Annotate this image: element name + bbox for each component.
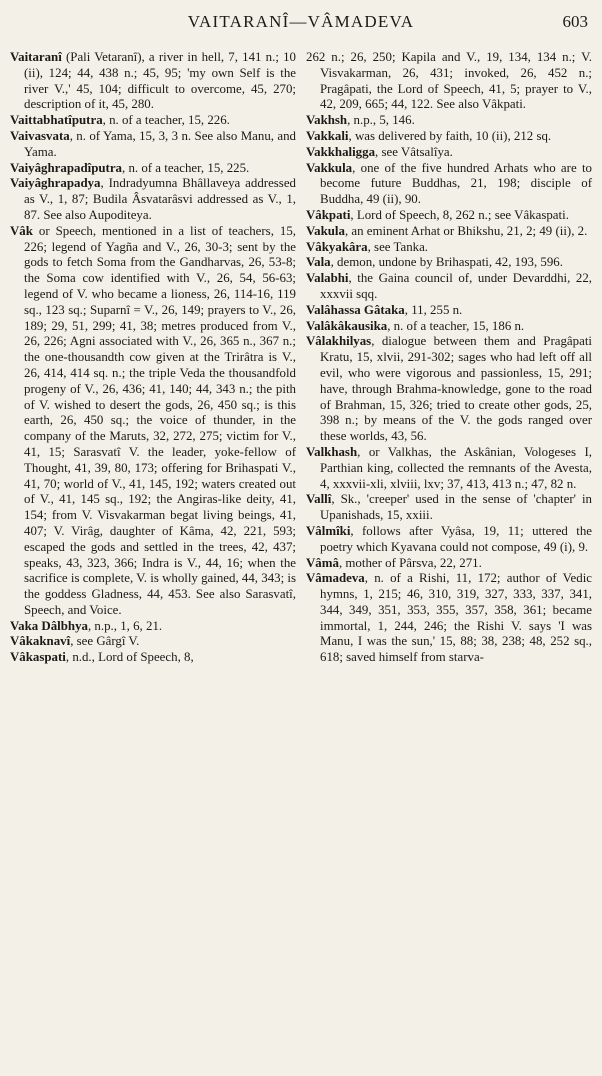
index-entry: [306, 224, 592, 240]
index-entry: [306, 240, 592, 256]
index-entry: [306, 492, 592, 524]
entry-headword: Vaitaranî: [10, 50, 62, 64]
index-entry: [306, 208, 592, 224]
entry-text: (Pali Vetaranî), a river in hell, 7, 141 n.; 10 (ii), 124; 44, 438 n.; 45, 95; 'my own Self is the river V.,' 45, 104; difficult to overcome, 45, 270; description of it, 45, 280.: [24, 50, 296, 112]
index-entry: [306, 524, 592, 556]
index-entry: [306, 113, 592, 129]
entry-text: , see Gârgî V.: [70, 634, 140, 649]
entry-headword: Vakkula: [306, 160, 353, 175]
entry-text: , n.p., 5, 146.: [347, 113, 415, 128]
entry-text: , n.d., Lord of Speech, 8,: [65, 650, 194, 665]
entry-text: , see Vâtsalîya.: [375, 144, 453, 159]
entry-headword: Vaka Dâlbhya: [10, 618, 88, 633]
entry-headword: Vakkhaligga: [306, 144, 376, 159]
index-entry: [10, 129, 296, 161]
entry-text: , n. of a teacher, 15, 226.: [102, 113, 230, 128]
entry-headword: Vâk: [10, 223, 33, 238]
index-entry: [306, 303, 592, 319]
entry-headword: Vâkyakâra: [306, 239, 368, 254]
entry-headword: Vâkaspati: [10, 650, 66, 665]
entry-text: , Indradyumna Bhâllaveya addressed as V., 1, 87; Budila Âsvatarâsvi addressed as V., 1, 87. See also Aupoditeya.: [24, 176, 296, 222]
index-entry: [306, 161, 592, 208]
entry-headword: Valâhassa Gâtaka: [306, 302, 405, 317]
index-entry: [10, 634, 296, 650]
entry-headword: Vâmadeva: [306, 571, 365, 586]
index-entry-continued: [306, 50, 592, 113]
entry-text: , n. of a teacher, 15, 225.: [122, 160, 250, 175]
index-entry: [306, 334, 592, 445]
index-entry: [306, 571, 592, 666]
entry-headword: Vakula: [306, 223, 345, 238]
entry-headword: Vâkpati: [306, 207, 351, 222]
entry-headword: Vaittabhatîputra: [10, 113, 103, 128]
entry-headword: Valkhash: [306, 444, 358, 459]
index-entry: [306, 255, 592, 271]
entry-headword: Vâmâ: [306, 555, 339, 570]
entry-headword: Vala: [306, 255, 331, 270]
index-entry: [10, 224, 296, 619]
entry-headword: Valabhi: [306, 271, 349, 286]
entry-headword: Vaivasvata: [10, 128, 70, 143]
entry-text: , the Gaina council of, under Devarddhi, 22, xxxvii sqq.: [320, 271, 592, 301]
page-number: 603: [562, 12, 588, 31]
index-entry: [10, 650, 296, 666]
entry-text: , n.p., 1, 6, 21.: [87, 618, 163, 633]
entry-text: , dialogue between them and Pragâpati Kratu, 15, xlvii, 291-302; sages who had left off all evil, who were vigorous and passionless, 15, 291; have, through Brahma-knowledge, gone to the road of Brahman, 15, 326; tried to create other gods, 25, 398 n.; by means of the V. the gods ranged over these worlds, 43, 56.: [320, 334, 592, 444]
entry-text: , or Valkhas, the Askânian, Vologeses I, Parthian king, collected the remnants of the Avesta, 4, xxxvii-xli, xlviii, lxv; 37, 413, 413 n.; 47, 82 n.: [320, 444, 592, 491]
running-title: VAITARANÎ—VÂMADEVA: [187, 12, 415, 31]
entry-text: , mother of Pârsva, 22, 271.: [338, 555, 482, 570]
entry-text: , an eminent Arhat or Bhikshu, 21, 2; 49 (ii), 2.: [344, 223, 588, 238]
index-entry: [10, 619, 296, 635]
index-entry: [10, 50, 296, 113]
entry-headword: Vallî: [306, 492, 332, 507]
entry-headword: Valâkâkausika: [306, 318, 388, 333]
entry-headword: Vâlakhilyas: [306, 334, 372, 349]
entry-text: , demon, undone by Brihaspati, 42, 193, 596.: [330, 255, 563, 270]
index-entry: [306, 129, 592, 145]
entry-headword: Vaiyâghrapadîputra: [10, 160, 122, 175]
entry-text: , n. of a Rishi, 11, 172; author of Vedic hymns, 1, 215; 46, 310, 319, 327, 333, 337, 341, 344, 349, 351, 353, 355, 357, 358, 361; became immortal, 1, 244, 246; the Rishi V. says 'I was Manu, I was the sun,' 15, 88; 38, 238; 48, 252 sq., 618; saved himself from starva-: [320, 571, 592, 665]
index-entry: [306, 445, 592, 492]
index-entry: [306, 145, 592, 161]
index-entry: [306, 319, 592, 335]
entry-text: or Speech, mentioned in a list of teachers, 15, 226; legend of Yagña and V., 26, 30-3; sent by the gods to fetch Soma from the Gandharvas, 26, 53-8; the Soma cow identified with V., 26, 54, 56-63; legend of V. who became a lioness, 26, 114-16, 119 sq., 123 sq.; Suparnî = V., 26, 149; prayers to V., 26, 189; 29, 51, 299; 41, 38; metres produced from V., 26, 226; Agni associated with V., 26, 365 n., 367 n.; the one-thousandth cow given at the Trirâtra is V., 26, 414, 414 sq. n.; the triple Veda the thousandfold progeny of V., 26, 436; 41, 140; 44, 343 n.; the pith of V. wished to desert the gods, 26, 450 sq.; is this earth, 26, 450 sq.; the voice of thunder, in the company of the Maruts, 32, 272, 275; victim for V., 41, 15; Sarasvatî V. the leader, yoke-fellow of Thought, 41, 39, 80, 173; offering for Brihaspati V., 41, 70; world of V., 41, 145, 192; waters created out of V., 41, 145 sq., 192; the Angiras-like deity, 41, 154; from V. Visvakarman begat living beings, 41, 407; V. Virâg, daughter of Kâma, 42, 221, 593; escaped the gods and settled in the trees, 42, 437; speaks, 43, 323, 366; Indra is V., 44, 16; when the sacrifice is complete, V. is wholly gained, 44, 343; is the goddess Gladness, 44, 453. See also Sarasvatî, Speech, and Voice.: [24, 223, 296, 617]
right-column: [306, 50, 592, 666]
entry-text: , see Tanka.: [367, 239, 429, 254]
entry-headword: Vaiyâghrapadya: [10, 176, 101, 191]
entry-text: , one of the five hundred Arhats who are to become future Buddhas, 21, 198; disciple of Buddha, 49 (ii), 90.: [320, 160, 592, 207]
page-header: [0, 12, 602, 38]
entry-text: , Sk., 'creeper' used in the sense of 'chapter' in Upanishads, 15, xxiii.: [320, 492, 592, 523]
entry-text: , Lord of Speech, 8, 262 n.; see Vâkaspati.: [350, 207, 569, 222]
entry-headword: Vâlmîki: [306, 523, 351, 538]
entry-headword: Vakhsh: [306, 113, 348, 128]
entry-headword: Vâkaknavî: [10, 634, 71, 649]
entry-text: , 11, 255 n.: [404, 302, 463, 317]
entry-text: 262 n.; 26, 250; Kapila and V., 19, 134, 134 n.; V. Visvakarman, 26, 431; invoked, 26, 452 n.; Pragâpati, the Lord of Speech, 41, 5; prayer to V., 42, 209, 665; 44, 122. See also Vâkpati.: [306, 50, 592, 112]
entry-headword: Vakkali: [306, 128, 349, 143]
entry-text: , n. of a teacher, 15, 186 n.: [387, 318, 525, 333]
index-entry: [10, 176, 296, 223]
left-column: [10, 50, 296, 666]
index-entry: [306, 556, 592, 572]
index-entry: [306, 271, 592, 303]
entry-text: , n. of Yama, 15, 3, 3 n. See also Manu, and Yama.: [24, 128, 296, 159]
index-entry: [10, 113, 296, 129]
entry-text: , follows after Vyâsa, 19, 11; uttered the poetry which Kyavana could not compose, 49 (i), 9.: [320, 523, 592, 554]
entry-text: , was delivered by faith, 10 (ii), 212 sq.: [348, 128, 552, 143]
index-entry: [10, 161, 296, 177]
